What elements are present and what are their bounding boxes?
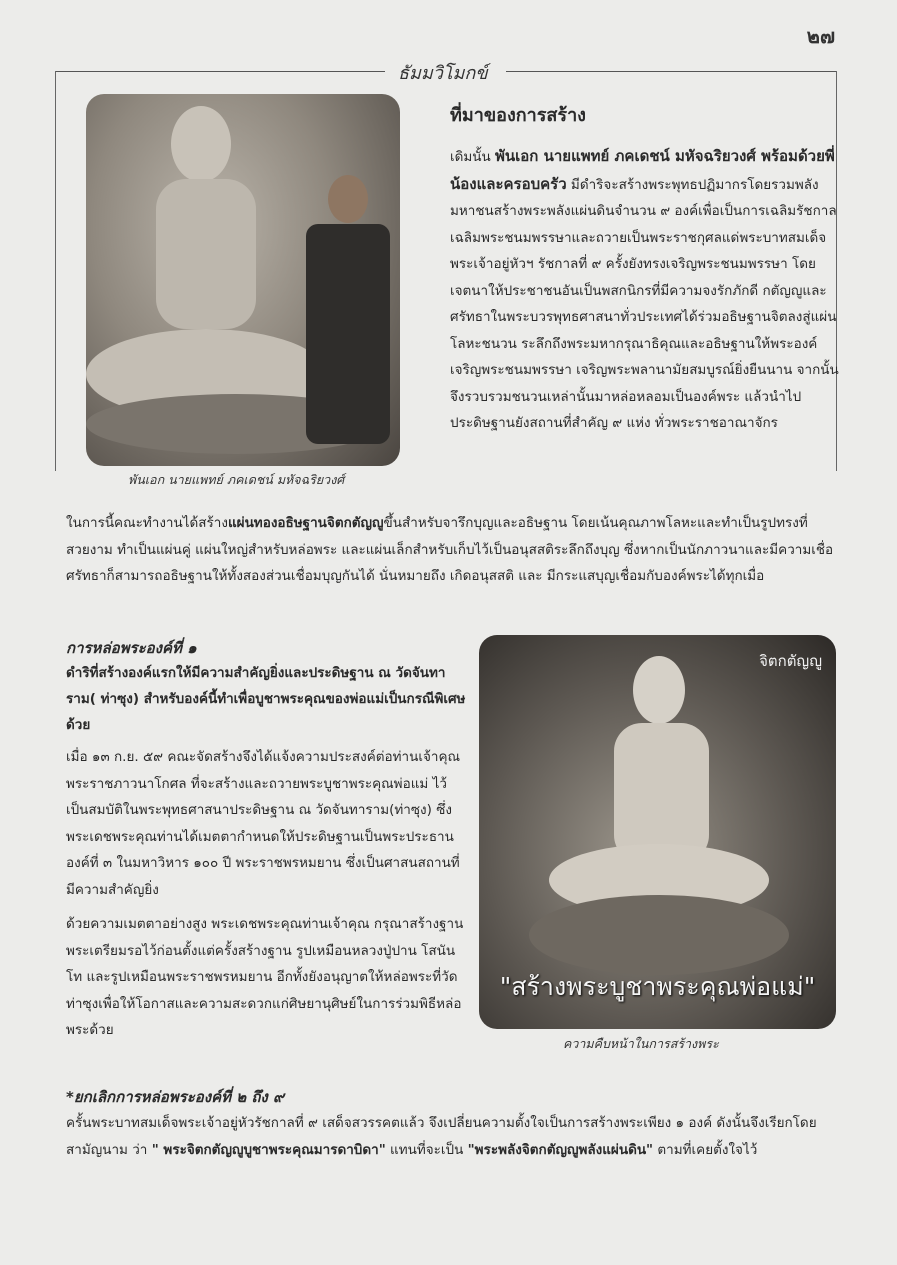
page-number: ๒๗ bbox=[806, 24, 835, 48]
buddha-statue-photo-1 bbox=[86, 94, 400, 466]
origin-text-a: เดิมนั้น bbox=[450, 149, 496, 165]
mid-text-bold: แผ่นทองอธิษฐานจิตกตัญญู bbox=[227, 515, 384, 531]
header-rule-right bbox=[506, 71, 837, 72]
casting-subtitle: ดำริที่สร้างองค์แรกให้มีความสำคัญยิ่งและประดิษฐาน ณ วัดจันทาราม( ท่าซุง) สำหรับองค์นี้ทำเพื่อบูชาพระคุณของพ่อแม่เป็นกรณีพิเศษด้วย bbox=[66, 665, 466, 733]
mid-text-c: ขึ้นสำหรับจารึกบุญและอธิษฐาน โดยเน้นคุณภาพโลหะและทำเป็นรูปทรงที่สวยงาม ทำเป็นแผ่นคู่ แผ่นใหญ่สำหรับหล่อพระ และแผ่นเล็กสำหรับเก็บไว้เป็นอนุสสติระลึกถึงบุญ ซึ่งหากเป็นนักภาวนาและมีความเชื่อศรัทธาก็สามารถอธิษฐานให้ทั้งสองส่วนเชื่อมบุญกันได้ นั่นหมายถึง เกิดอนุสสติ และ มีกระแสบุญเชื่อมกับองค์พระได้ทุกเมื่อ bbox=[66, 515, 834, 584]
section-title-origin: ที่มาของการสร้าง bbox=[450, 105, 586, 126]
cancel-text-c: แทนที่จะเป็น bbox=[385, 1141, 468, 1158]
photo2-tag: จิตกตัญญู bbox=[759, 652, 822, 670]
cancel-text-b: " พระจิตกตัญญูบูชาพระคุณมารดาบิดา" bbox=[151, 1141, 386, 1158]
photo1-caption: พันเอก นายแพทย์ ภคเดชน์ มหัจฉริยวงศ์ bbox=[128, 472, 345, 487]
frame-left bbox=[55, 71, 56, 471]
cancel-text-a: ครั้นพระบาทสมเด็จพระเจ้าอยู่หัวรัชกาลที่ ๙ เสด็จสวรรคตแล้ว จึงเปลี่ยนความตั้งใจเป็นการสร้างพระเพียง ๑ องค์ ดังนั้นจึงเรียกโดยสามัญนาม ว่า bbox=[66, 1115, 817, 1158]
cancel-text-e: ตามที่เคยตั้งใจไว้ bbox=[653, 1141, 758, 1158]
cancel-title: *ยกเลิกการหล่อพระองค์ที่ ๒ ถึง ๙ bbox=[66, 1088, 284, 1106]
cancel-section bbox=[66, 1084, 836, 1163]
origin-section bbox=[450, 100, 840, 437]
statue-illustration-1 bbox=[86, 94, 400, 466]
photo2-banner: "สร้างพระบูชาพระคุณพ่อแม่" bbox=[499, 972, 816, 1001]
origin-text-c: มีดำริจะสร้างพระพุทธปฏิมากรโดยรวมพลังมหาชนสร้างพระพลังแผ่นดินจำนวน ๙ องค์เพื่อเป็นการเฉลิมรัชกาล เฉลิมพระชนมพรรษาและถวายเป็นพระราชกุศลแด่พระบาทสมเด็จพระเจ้าอยู่หัวฯ รัชกาลที่ ๙ ครั้งยังทรงเจริญพระชนมพรรษา โดยเจตนาให้ประชาชนอันเป็นพสกนิกรที่มีความจงรักภักดี กตัญญูและศรัทธาในพระบวรพุทธศาสนาทั่วประเทศได้ร่วมอธิษฐานจิตลงสู่แผ่นโลหะชนวน ระลึกถึงพระมหากรุณาธิคุณและอธิษฐานให้พระองค์เจริญพระชนมพรรษา เจริญพระพลานามัยสมบูรณ์ยิ่งยืนนาน จากนั้นจึงรวบรวมชนวนเหล่านั้นมาหล่อหลอมเป็นองค์พระ แล้วนำไปประดิษฐานยังสถานที่สำคัญ ๙ แห่ง ทั่วพระราชอาณาจักร bbox=[450, 176, 839, 431]
origin-text-bold: พันเอก นายแพทย์ ภคเดชน์ มหัจฉริยวงศ์ พร้อมด้วยพี่ น้องและครอบครัว bbox=[450, 147, 835, 193]
casting-paragraph-1: เมื่อ ๑๓ ก.ย. ๕๙ คณะจัดสร้างจึงได้แจ้งความประสงค์ต่อท่านเจ้าคุณ พระราชภาวนาโกศล ที่จะสร้างและถวายพระบูชาพระคุณพ่อแม่ ไว้เป็นสมบัติในพระพุทธศาสนาประดิษฐาน ณ วัดจันทาราม(ท่าซุง) ซึ่งพระเดชพระคุณท่านได้เมตตากำหนดให้ประดิษฐานเป็นพระประธานองค์ที่ ๓ ในมหาวิหาร ๑๐๐ ปี พระราชพรหมยาน ซึ่งเป็นศาสนสถานที่มีความสำคัญยิ่ง bbox=[66, 749, 461, 898]
cancel-text-d: "พระพลังจิตกตัญญูพลังแผ่นดิน" bbox=[467, 1141, 654, 1158]
header-title: ธัมมวิโมกข์ bbox=[398, 63, 488, 84]
gold-plate-paragraph bbox=[66, 510, 836, 590]
casting-paragraph-2: ด้วยความเมตตาอย่างสูง พระเดชพระคุณท่านเจ้าคุณ กรุณาสร้างฐานพระเตรียมรอไว้ก่อนตั้งแต่ครั้งสร้างฐาน รูปเหมือนหลวงปู่ปาน โสนันโท และรูปเหมือนพระราชพรหมยาน อีกทั้งยังอนุญาตให้หล่อพระที่วัดท่าซุงเพื่อให้โอกาสและความสะดวกแก่ศิษยานุศิษย์ในการร่วมพิธีหล่อพระด้วย bbox=[66, 916, 464, 1038]
mid-text-a: ในการนี้คณะทำงานได้สร้าง bbox=[66, 515, 228, 531]
photo2-caption: ความคืบหน้าในการสร้างพระ bbox=[563, 1036, 719, 1051]
casting-section bbox=[66, 636, 466, 1044]
casting-title: การหล่อพระองค์ที่ ๑ bbox=[66, 639, 197, 657]
origin-paragraph bbox=[450, 143, 840, 437]
header-rule-left bbox=[55, 71, 385, 72]
buddha-statue-photo-2 bbox=[479, 635, 836, 1029]
